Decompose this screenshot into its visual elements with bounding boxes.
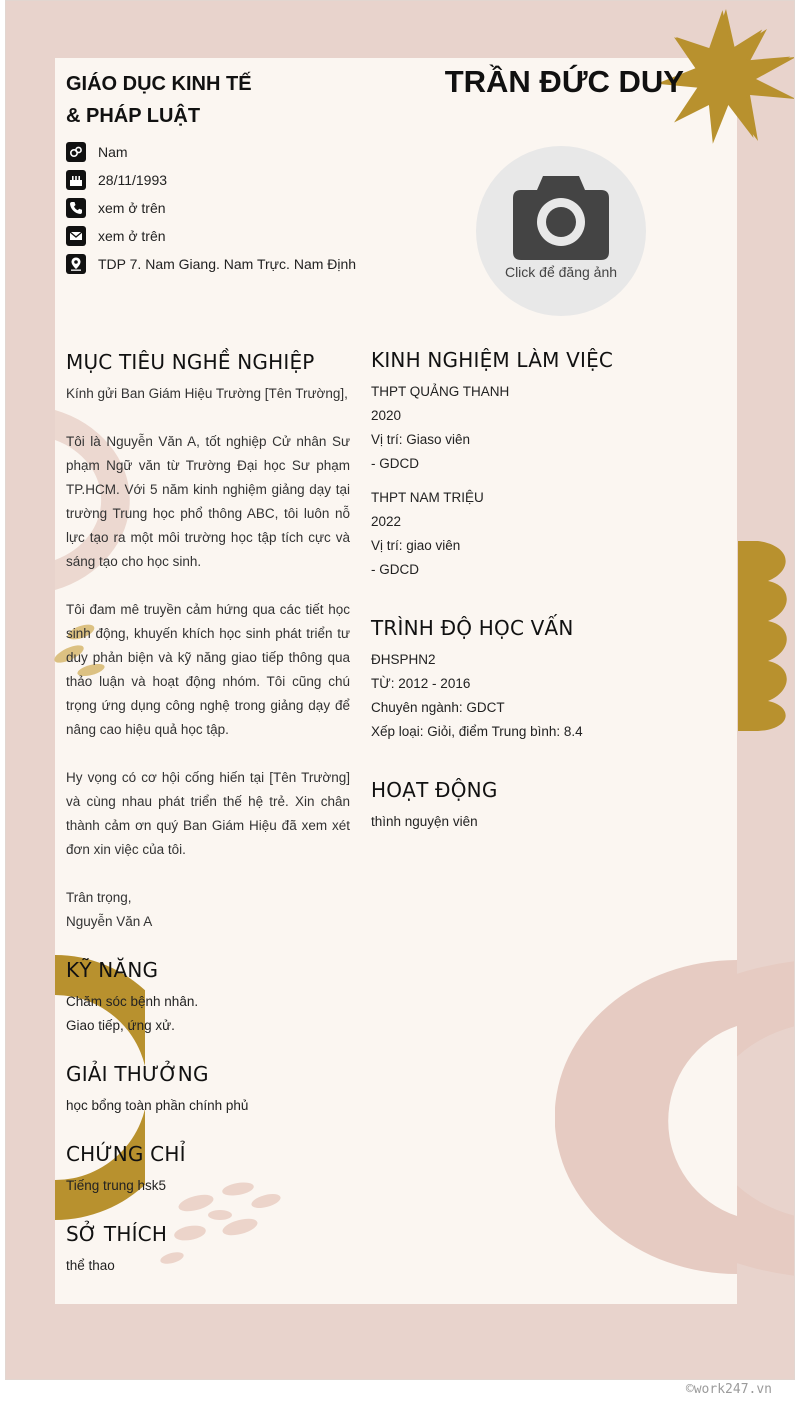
camera-icon — [509, 170, 613, 262]
objective-signature: Nguyễn Văn A — [66, 914, 153, 929]
experience-detail: - GDCD — [371, 562, 419, 577]
watermark: ©work247.vn — [685, 1382, 772, 1397]
location-pin-icon — [66, 254, 86, 274]
experience-detail: - GDCD — [371, 456, 419, 471]
education-title: TRÌNH ĐỘ HỌC VẤN — [371, 616, 574, 640]
experience-entry[interactable] — [371, 380, 711, 476]
certificates-list[interactable] — [66, 1174, 350, 1198]
birthday-cake-icon — [66, 170, 86, 190]
award-item: học bổng toàn phần chính phủ — [66, 1098, 249, 1113]
experience-year: 2022 — [371, 514, 402, 529]
objective-paragraph-1: Tôi là Nguyễn Văn A, tốt nghiệp Cử nhân Sư phạm Ngữ văn từ Trường Đại học Sư phạm TP.HCM. Với 5 năm kinh nghiệm giảng dạy tại trường Trung học phổ thông ABC, tôi luôn nỗ lực tạo ra một môi trường học tập tích cực và sáng tạo cho học sinh. — [66, 434, 350, 569]
personal-info-list — [66, 138, 356, 278]
job-title-line1: GIÁO DỤC KINH TẾ — [66, 73, 252, 95]
info-phone-value: xem ở trên — [98, 200, 166, 216]
info-gender[interactable] — [66, 138, 356, 166]
gender-icon — [66, 142, 86, 162]
education-school: ĐHSPHN2 — [371, 652, 436, 667]
objective-closing: Trân trọng, — [66, 890, 132, 905]
info-address[interactable] — [66, 250, 356, 278]
info-birthday[interactable] — [66, 166, 356, 194]
experience-company: THPT QUẢNG THANH — [371, 384, 510, 399]
info-address-value: TDP 7. Nam Giang. Nam Trực. Nam Định — [98, 256, 357, 272]
activity-item: thình nguyện viên — [371, 814, 478, 829]
job-title[interactable] — [66, 68, 326, 132]
awards-list[interactable] — [66, 1094, 350, 1118]
activities-title: HOẠT ĐỘNG — [371, 778, 498, 802]
hobby-item: thể thao — [66, 1258, 115, 1273]
education-entry[interactable] — [371, 648, 711, 744]
info-gender-value: Nam — [98, 144, 128, 160]
certificates-title: CHỨNG CHỈ — [66, 1142, 186, 1166]
photo-upload[interactable] — [476, 146, 646, 316]
experience-year: 2020 — [371, 408, 402, 423]
objective-body[interactable] — [66, 382, 350, 934]
info-birthday-value: 28/11/1993 — [98, 172, 168, 188]
certificate-item: Tiếng trung hsk5 — [66, 1178, 167, 1193]
awards-title: GIẢI THƯỞNG — [66, 1062, 209, 1086]
email-icon — [66, 226, 86, 246]
skills-list[interactable] — [66, 990, 350, 1038]
job-title-line2: & PHÁP LUẬT — [66, 105, 201, 127]
candidate-name[interactable]: TRẦN ĐỨC DUY — [444, 64, 684, 99]
hobbies-list[interactable] — [66, 1254, 350, 1278]
skill-item: Giao tiếp, ứng xử. — [66, 1018, 175, 1033]
hobbies-title: SỞ THÍCH — [66, 1222, 168, 1246]
info-phone[interactable] — [66, 194, 356, 222]
experience-entry[interactable] — [371, 486, 711, 582]
activities-list[interactable] — [371, 810, 711, 834]
skills-title: KỸ NĂNG — [66, 958, 159, 982]
skill-item: Chăm sóc bệnh nhân. — [66, 994, 199, 1009]
education-period: TỪ: 2012 - 2016 — [371, 676, 471, 691]
footer-bar — [0, 1380, 800, 1408]
objective-greeting: Kính gửi Ban Giám Hiệu Trường [Tên Trường], — [66, 386, 348, 401]
info-email[interactable] — [66, 222, 356, 250]
experience-position: Vị trí: Giaso viên — [371, 432, 471, 447]
experience-title: KINH NGHIỆM LÀM VIỆC — [371, 348, 614, 372]
phone-icon — [66, 198, 86, 218]
experience-position: Vị trí: giao viên — [371, 538, 461, 553]
experience-company: THPT NAM TRIỆU — [371, 490, 484, 505]
objective-paragraph-2: Tôi đam mê truyền cảm hứng qua các tiết học sinh động, khuyến khích học sinh phát triển tư duy phản biện và kỹ năng giao tiếp thông qua thảo luận và hoạt động nhóm. Tôi cũng chú trọng ứng dụng công nghệ trong giảng dạy để nâng cao hiệu quả học tập. — [66, 602, 350, 737]
objective-title: MỤC TIÊU NGHỀ NGHIỆP — [66, 350, 315, 374]
education-major: Chuyên ngành: GDCT — [371, 700, 505, 715]
info-email-value: xem ở trên — [98, 228, 166, 244]
photo-caption: Click để đăng ảnh — [504, 264, 618, 280]
objective-paragraph-3: Hy vọng có cơ hội cống hiến tại [Tên Trường] và cùng nhau phát triển thế hệ trẻ. Xin chân thành cảm ơn quý Ban Giám Hiệu đã xem xét đơn xin việc của tôi. — [66, 770, 350, 857]
education-grade: Xếp loại: Giỏi, điểm Trung bình: 8.4 — [371, 724, 583, 739]
